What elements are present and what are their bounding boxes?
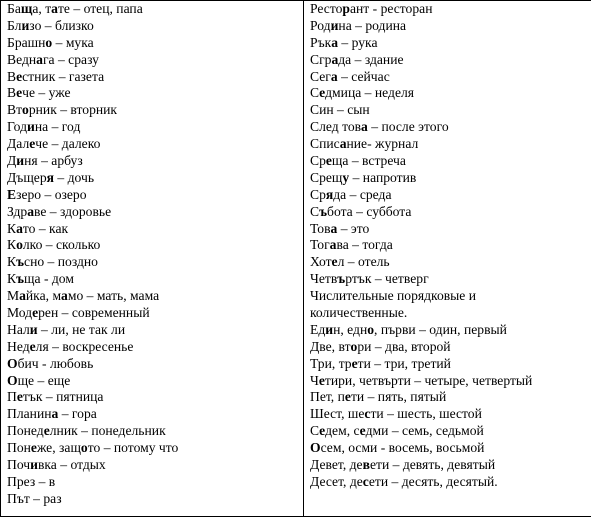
vocab-entry: Нали – ли, не так ли	[7, 321, 126, 337]
vocab-entry: Диня – арбуз	[7, 153, 83, 169]
vocab-entry: Още – еще	[7, 372, 71, 388]
vocab-entry: Здраве – здоровье	[7, 203, 112, 219]
vocab-entry: Вестник – газета	[7, 68, 105, 84]
vocab-entry: Сега – сейчас	[310, 68, 390, 84]
vocab-entry: Понеже, защото – потому что	[7, 440, 179, 456]
vocab-entry: Като – как	[7, 220, 69, 236]
vocab-entry: Планина – гора	[7, 406, 97, 422]
vocab-entry: Син – сын	[310, 102, 370, 118]
vocab-entry: Един, едно, първи – один, первый	[310, 321, 507, 337]
vocab-entry: Понеделник – понедельник	[7, 423, 166, 439]
vocab-entry: Майка, мамо – мать, мама	[7, 288, 160, 304]
vocab-entry: Колко – сколько	[7, 237, 101, 253]
vocab-entry: Пет, пети – пять, пятый	[310, 389, 447, 405]
vocab-entry: Три, трети – три, третий	[310, 355, 451, 371]
vocab-entry: Събота – суббота	[310, 203, 412, 219]
vocab-entry: Осем, осми - восемь, восьмой	[310, 440, 485, 456]
vocab-entry: Среща – встреча	[310, 153, 406, 169]
vocab-entry: Това – это	[310, 220, 370, 236]
vocab-entry: Родина – родина	[310, 17, 407, 33]
vocab-entry: Шест, шести – шесть, шестой	[310, 406, 482, 422]
vocab-entry: Ресторант - ресторан	[310, 1, 433, 16]
vocab-entry: Ръка – рука	[310, 34, 378, 50]
vocab-entry: Веднага – сразу	[7, 51, 99, 67]
vocab-entry: Четири, четвърти – четыре, четвертый	[310, 372, 533, 388]
vocab-entry: Две, втори – два, второй	[310, 338, 451, 354]
vocab-entry: Девет, девети – девять, девятый	[310, 457, 496, 473]
vocab-entry: Вече – уже	[7, 85, 71, 101]
vocab-entry: Сграда – здание	[310, 51, 404, 67]
vocab-entry: Сряда – среда	[310, 186, 392, 202]
vocab-entry: Езеро – озеро	[7, 186, 87, 202]
vocab-entry: Тогава – тогда	[310, 237, 393, 253]
vocab-entry: През – в	[7, 473, 56, 489]
vocab-entry: Късно – поздно	[7, 254, 98, 270]
vocab-entry: Петък – пятница	[7, 389, 104, 405]
vocab-entry: Баща, тате – отец, папа	[7, 1, 143, 16]
vocab-entry: количественные.	[310, 305, 408, 321]
vocab-entry: Дъщеря – дочь	[7, 169, 95, 185]
vocab-entry: Къща - дом	[7, 271, 74, 287]
left-column	[1, 1, 304, 517]
table-row	[1, 1, 591, 517]
vocab-entry: Срещу – напротив	[310, 169, 417, 185]
vocab-entry: Почивка – отдых	[7, 457, 106, 473]
vocab-entry: Седмица – неделя	[310, 85, 415, 101]
vocab-entry: Четвъртък – четверг	[310, 271, 429, 287]
vocab-entry: Хотел – отель	[310, 254, 390, 270]
vocab-entry: Близо – близко	[7, 17, 94, 33]
vocab-entry: Вторник – вторник	[7, 102, 118, 118]
vocab-entry: Седем, седми – семь, седьмой	[310, 423, 484, 439]
vocab-entry: Път – раз	[7, 490, 62, 506]
vocab-entry: Обич - любовь	[7, 355, 94, 371]
vocab-entry: Година – год	[7, 119, 81, 135]
right-column	[304, 1, 591, 517]
vocab-entry: Модерен – современный	[7, 305, 150, 321]
vocab-entry: Неделя – воскресенье	[7, 338, 134, 354]
vocab-entry: Десет, десети – десять, десятый.	[310, 473, 498, 489]
vocab-entry: Числительные порядковые и	[310, 288, 477, 304]
vocab-entry: След това – после этого	[310, 119, 449, 135]
vocab-entry: Брашно – мука	[7, 34, 94, 50]
vocab-entry: Списание- журнал	[310, 136, 419, 152]
vocab-entry: Далече – далеко	[7, 136, 101, 152]
